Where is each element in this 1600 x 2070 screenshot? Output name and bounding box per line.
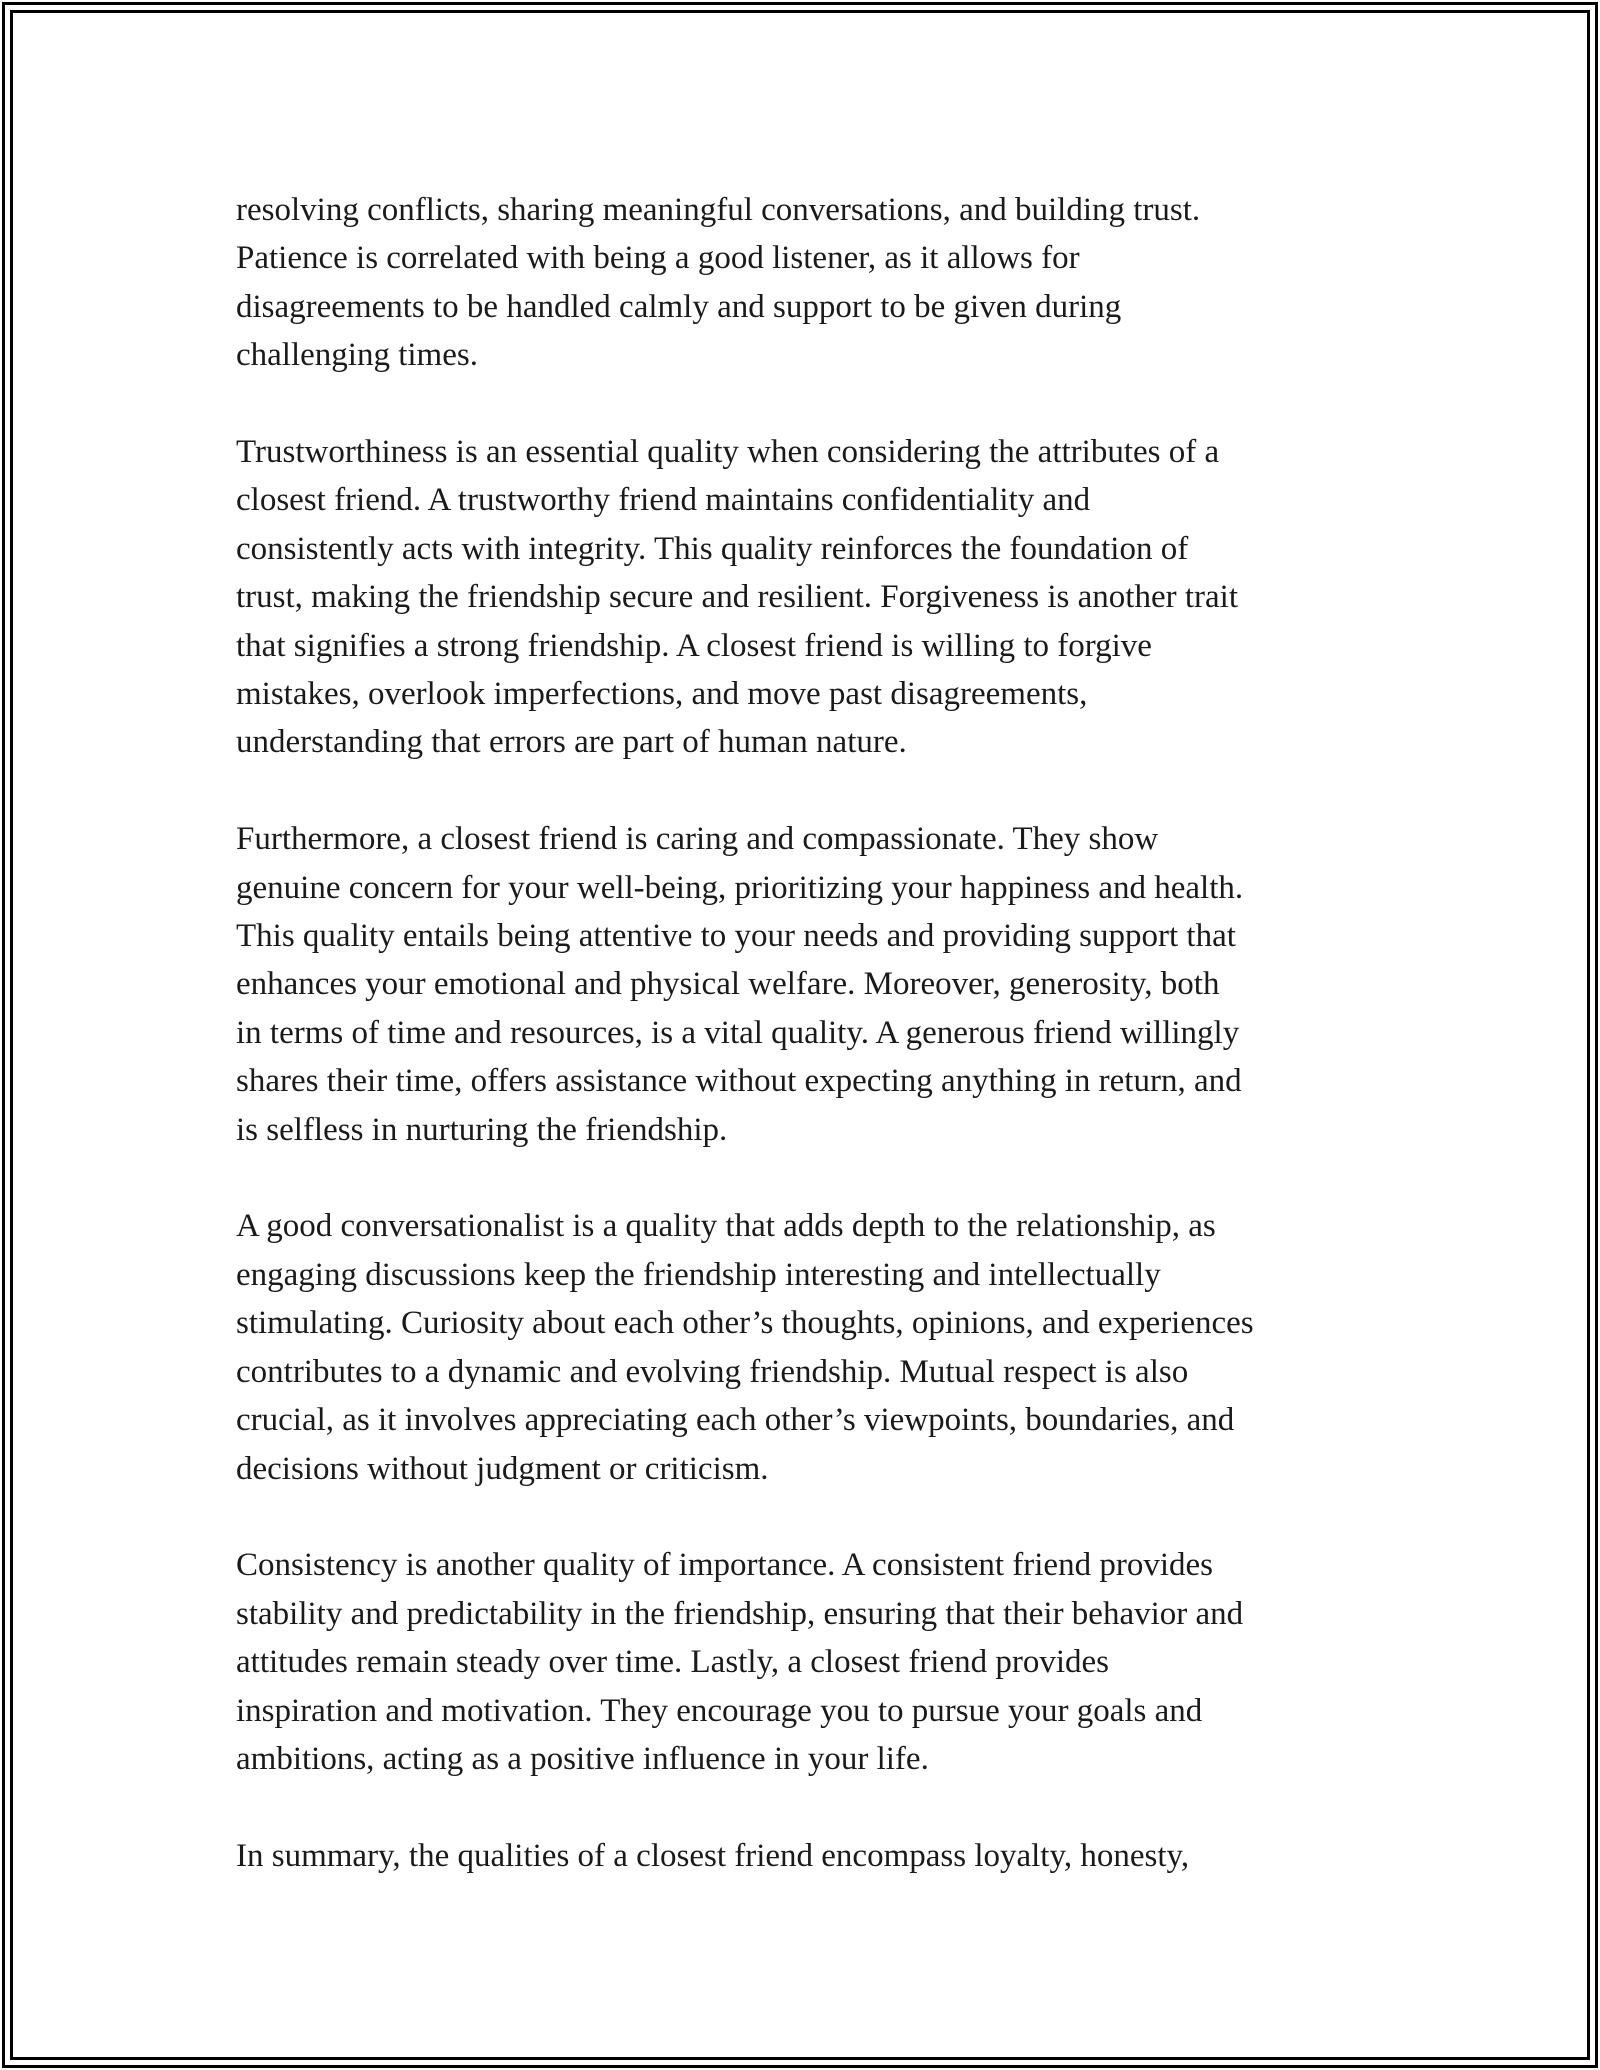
text-line: In summary, the qualities of a closest friend encompass loyalty, honesty, bbox=[236, 1837, 1190, 1874]
text-line: understanding that errors are part of human nature. bbox=[236, 724, 907, 761]
text-line: is selfless in nurturing the friendship. bbox=[236, 1111, 728, 1148]
document-body bbox=[236, 186, 1376, 1929]
text-line: decisions without judgment or criticism. bbox=[236, 1450, 769, 1487]
text-line: Furthermore, a closest friend is caring and compassionate. They show bbox=[236, 821, 1159, 858]
text-line: closest friend. A trustworthy friend maintains confidentiality and bbox=[236, 482, 1091, 519]
text-line: ambitions, acting as a positive influence in your life. bbox=[236, 1740, 929, 1777]
text-line: disagreements to be handled calmly and support to be given during bbox=[236, 288, 1122, 325]
text-line: inspiration and motivation. They encourage you to pursue your goals and bbox=[236, 1692, 1203, 1729]
text-line: Consistency is another quality of importance. A consistent friend provides bbox=[236, 1547, 1213, 1584]
paragraph bbox=[236, 1832, 1376, 1880]
text-line: engaging discussions keep the friendship interesting and intellectually bbox=[236, 1256, 1161, 1293]
text-line: resolving conflicts, sharing meaningful conversations, and building trust. bbox=[236, 192, 1201, 228]
text-line: in terms of time and resources, is a vital quality. A generous friend willingly bbox=[236, 1014, 1240, 1051]
text-line: Patience is correlated with being a good listener, as it allows for bbox=[236, 240, 1080, 277]
paragraph bbox=[236, 186, 1376, 380]
text-line: attitudes remain steady over time. Lastly, a closest friend provides bbox=[236, 1644, 1110, 1681]
text-line: stability and predictability in the friendship, ensuring that their behavior and bbox=[236, 1595, 1244, 1632]
text-line: shares their time, offers assistance without expecting anything in return, and bbox=[236, 1063, 1242, 1100]
paragraph bbox=[236, 428, 1376, 767]
text-line: consistently acts with integrity. This quality reinforces the foundation of bbox=[236, 530, 1189, 567]
paragraph bbox=[236, 1202, 1376, 1492]
text-line: challenging times. bbox=[236, 337, 478, 374]
text-line: trust, making the friendship secure and resilient. Forgiveness is another trait bbox=[236, 579, 1238, 616]
text-line: genuine concern for your well-being, prioritizing your happiness and health. bbox=[236, 869, 1244, 906]
text-line: A good conversationalist is a quality that adds depth to the relationship, as bbox=[236, 1208, 1216, 1245]
paragraph bbox=[236, 815, 1376, 1154]
text-line: stimulating. Curiosity about each other’s thoughts, opinions, and experiences bbox=[236, 1305, 1254, 1342]
text-line: mistakes, overlook imperfections, and move past disagreements, bbox=[236, 676, 1088, 713]
text-line: enhances your emotional and physical welfare. Moreover, generosity, both bbox=[236, 966, 1220, 1003]
paragraph bbox=[236, 1541, 1376, 1783]
text-line: that signifies a strong friendship. A closest friend is willing to forgive bbox=[236, 627, 1152, 664]
text-line: Trustworthiness is an essential quality when considering the attributes of a bbox=[236, 434, 1220, 471]
text-line: This quality entails being attentive to your needs and providing support that bbox=[236, 918, 1236, 955]
text-line: contributes to a dynamic and evolving friendship. Mutual respect is also bbox=[236, 1353, 1189, 1390]
text-line: crucial, as it involves appreciating each other’s viewpoints, boundaries, and bbox=[236, 1402, 1235, 1439]
